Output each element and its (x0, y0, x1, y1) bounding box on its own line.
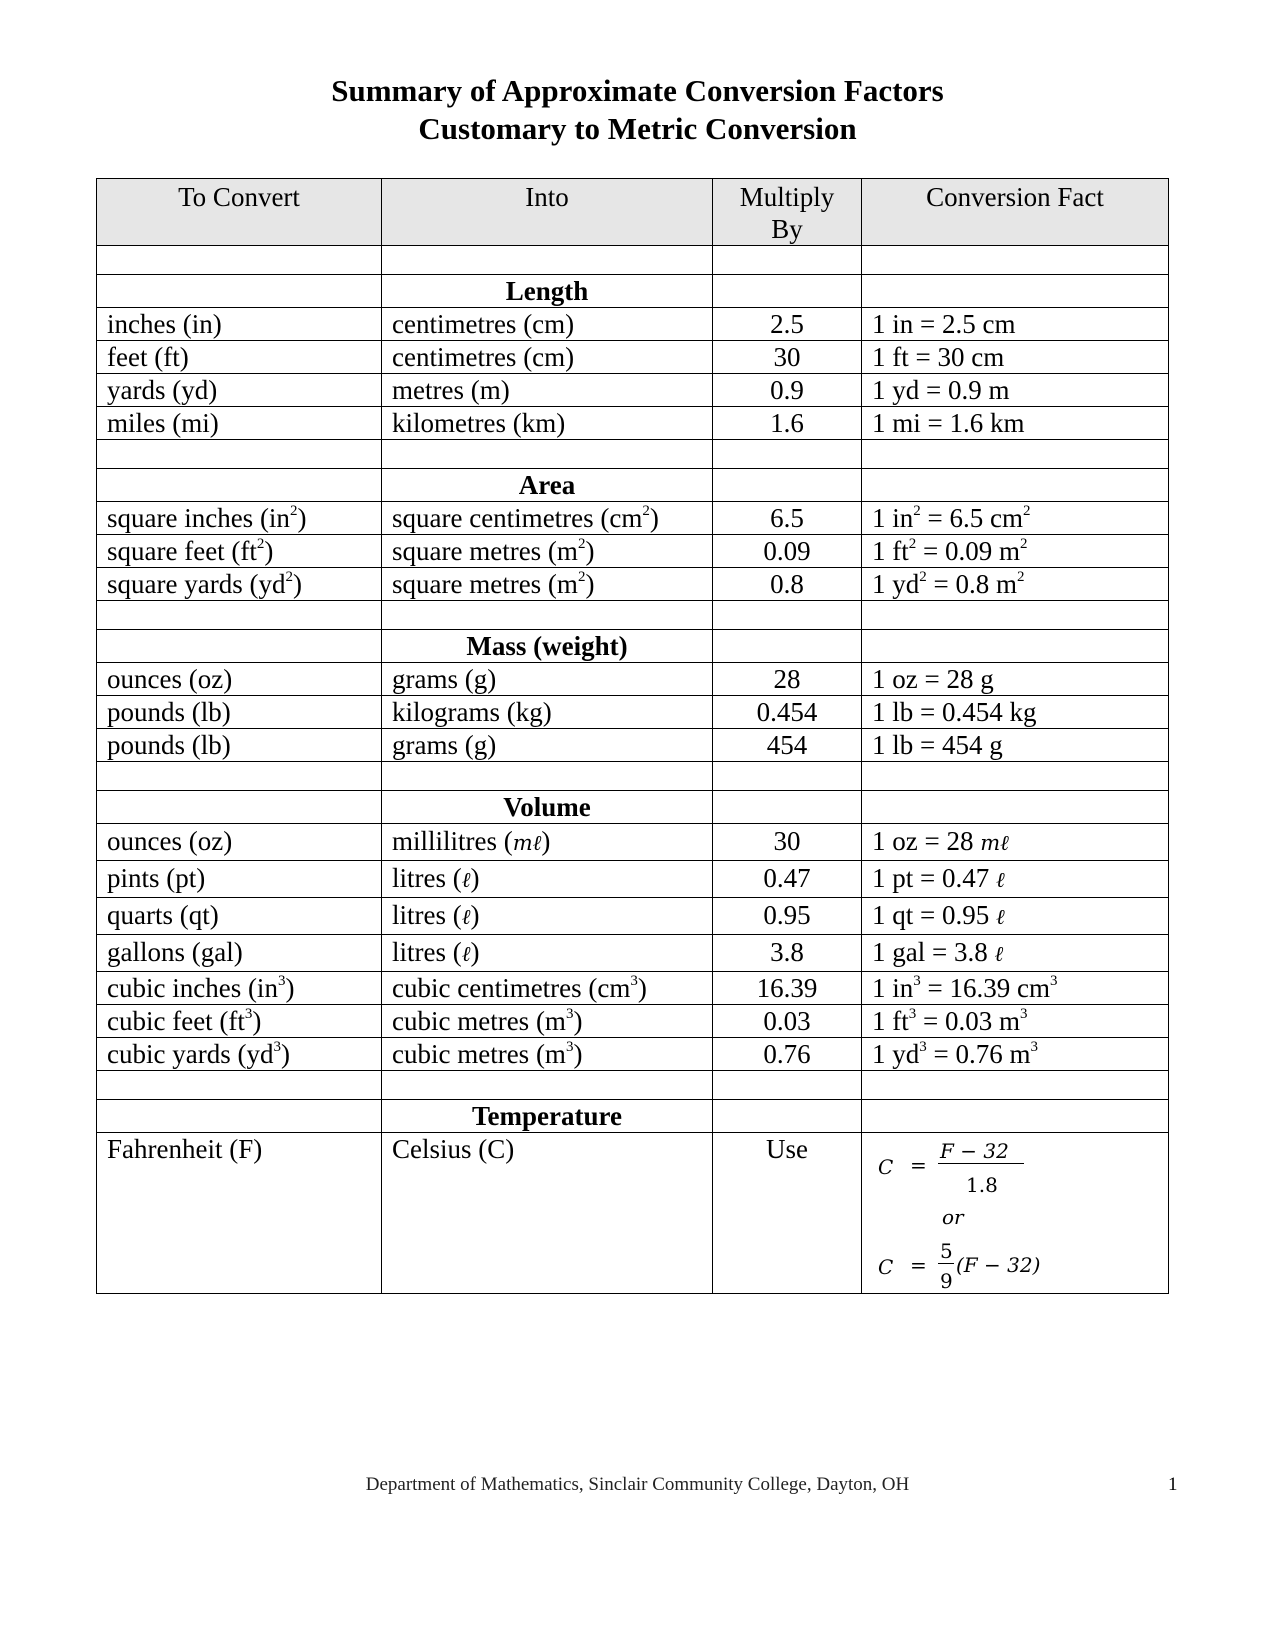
page-subtitle: Customary to Metric Conversion (418, 111, 857, 146)
conversion-table (96, 178, 1169, 1294)
cell-into: centimetres (cm) (382, 308, 713, 341)
cell-fact: 1 $yd^3 = 0.76$ $m^3$ (862, 1038, 1169, 1071)
section-row-length (97, 275, 1169, 308)
cell-factor: 0.47 (713, 861, 862, 898)
cell-fact: 1 ft = 30 cm (862, 341, 1169, 374)
blank-row (97, 762, 1169, 791)
cell-factor: 3.8 (713, 935, 862, 972)
cell-factor: 454 (713, 729, 862, 762)
section-row-volume (97, 791, 1169, 824)
cell-fact: 1 $ft^3 = 0.03$ $m^3$ (862, 1005, 1169, 1038)
table-row (97, 663, 1169, 696)
formula-eq: = (910, 1153, 927, 1177)
table-row (97, 824, 1169, 861)
cell-factor: Use (713, 1133, 862, 1294)
formula-c: C (878, 1155, 894, 1179)
formula-denominator: 1.8 (966, 1173, 998, 1197)
header-multiply-by: Multiply By (713, 179, 862, 246)
table-row-temperature (97, 1133, 1169, 1294)
cell-fact: 1 lb = 454 g (862, 729, 1169, 762)
formula-paren-expr: (F − 32) (956, 1253, 1041, 1277)
header-to-convert: To Convert (97, 179, 382, 246)
cell-fact: 1 $ft^2 = 0.09$ $m^2$ (862, 535, 1169, 568)
cell-fact: 1 gal = 3.8 ℓ (862, 935, 1169, 972)
table-row (97, 308, 1169, 341)
page-number: 1 (1168, 1474, 1178, 1495)
cell-into: litres (ℓ) (382, 861, 713, 898)
section-title-volume: Volume (382, 791, 713, 824)
cell-from: gallons (gal) (97, 935, 382, 972)
cell-fact: 1 qt = 0.95 ℓ (862, 898, 1169, 935)
section-title-length: Length (382, 275, 713, 308)
cell-factor: 30 (713, 824, 862, 861)
table-row (97, 535, 1169, 568)
cell-fact: 1 yd = 0.9 m (862, 374, 1169, 407)
cell-into: square metres $(m^2)$ (382, 535, 713, 568)
cell-from: pounds (lb) (97, 729, 382, 762)
cell-into: millilitres (mℓ) (382, 824, 713, 861)
cell-fact: 1 pt = 0.47 ℓ (862, 861, 1169, 898)
table-row (97, 696, 1169, 729)
celsius-formula (862, 1133, 1168, 1293)
table-row (97, 935, 1169, 972)
cell-from: miles (mi) (97, 407, 382, 440)
table-row (97, 729, 1169, 762)
fraction-bar (938, 1163, 1024, 1164)
cell-formula (862, 1133, 1169, 1294)
cell-factor: 0.03 (713, 1005, 862, 1038)
cell-from: pounds (lb) (97, 696, 382, 729)
title-block (0, 72, 1275, 148)
cell-into: cubic metres $(m^3)$ (382, 1038, 713, 1071)
cell-factor: 30 (713, 341, 862, 374)
cell-fact: 1 oz = 28 mℓ (862, 824, 1169, 861)
section-row-area (97, 469, 1169, 502)
formula-eq2: = (910, 1253, 927, 1277)
cell-from: cubic yards $(yd^3)$ (97, 1038, 382, 1071)
table-row (97, 898, 1169, 935)
table-row (97, 407, 1169, 440)
cell-from: ounces (oz) (97, 824, 382, 861)
cell-factor: 0.09 (713, 535, 862, 568)
table-row (97, 374, 1169, 407)
formula-or: or (942, 1205, 964, 1229)
section-title-temperature: Temperature (382, 1100, 713, 1133)
cell-from: Fahrenheit (F) (97, 1133, 382, 1294)
table-row (97, 341, 1169, 374)
section-title-mass: Mass (weight) (382, 630, 713, 663)
page-title: Summary of Approximate Conversion Factors (331, 73, 944, 108)
cell-factor: 0.95 (713, 898, 862, 935)
cell-from: feet (ft) (97, 341, 382, 374)
cell-fact: 1 $in^2 = 6.5$ $cm^2$ (862, 502, 1169, 535)
table-row (97, 861, 1169, 898)
formula-frac-den: 9 (940, 1269, 953, 1293)
header-conversion-fact: Conversion Fact (862, 179, 1169, 246)
formula-c2: C (878, 1255, 894, 1279)
cell-factor: 28 (713, 663, 862, 696)
cell-from: square yards $(yd^2)$ (97, 568, 382, 601)
table-row (97, 972, 1169, 1005)
cell-into: Celsius (C) (382, 1133, 713, 1294)
cell-factor: 16.39 (713, 972, 862, 1005)
cell-into: kilograms (kg) (382, 696, 713, 729)
cell-from: square feet $(ft^2)$ (97, 535, 382, 568)
cell-fact: 1 oz = 28 g (862, 663, 1169, 696)
cell-from: square inches $(in^2)$ (97, 502, 382, 535)
cell-factor: 0.9 (713, 374, 862, 407)
section-row-mass (97, 630, 1169, 663)
blank-row (97, 1071, 1169, 1100)
table-row (97, 568, 1169, 601)
cell-from: ounces (oz) (97, 663, 382, 696)
table-row (97, 1005, 1169, 1038)
cell-into: grams (g) (382, 729, 713, 762)
table-header-row (97, 179, 1169, 246)
fraction-bar-2 (938, 1263, 954, 1264)
cell-into: centimetres (cm) (382, 341, 713, 374)
section-title-area: Area (382, 469, 713, 502)
cell-from: yards (yd) (97, 374, 382, 407)
cell-factor: 0.76 (713, 1038, 862, 1071)
cell-fact: 1 mi = 1.6 km (862, 407, 1169, 440)
cell-from: inches (in) (97, 308, 382, 341)
cell-into: litres (ℓ) (382, 935, 713, 972)
section-row-temperature (97, 1100, 1169, 1133)
header-into: Into (382, 179, 713, 246)
cell-factor: 6.5 (713, 502, 862, 535)
cell-into: square metres $(m^2)$ (382, 568, 713, 601)
cell-factor: 1.6 (713, 407, 862, 440)
formula-frac-num: 5 (940, 1239, 953, 1263)
cell-factor: 2.5 (713, 308, 862, 341)
cell-into: grams (g) (382, 663, 713, 696)
blank-row (97, 246, 1169, 275)
cell-from: quarts (qt) (97, 898, 382, 935)
cell-from: cubic inches $(in^3)$ (97, 972, 382, 1005)
cell-from: cubic feet $(ft^3)$ (97, 1005, 382, 1038)
table-row (97, 502, 1169, 535)
cell-fact: 1 $in^3 = 16.39$ $cm^3$ (862, 972, 1169, 1005)
cell-fact: 1 lb = 0.454 kg (862, 696, 1169, 729)
cell-fact: 1 in = 2.5 cm (862, 308, 1169, 341)
cell-from: pints (pt) (97, 861, 382, 898)
formula-numerator: F − 32 (940, 1139, 1009, 1163)
cell-into: square centimetres $(cm^2)$ (382, 502, 713, 535)
cell-fact: 1 $yd^2 = 0.8$ $m^2$ (862, 568, 1169, 601)
blank-row (97, 601, 1169, 630)
cell-into: cubic metres $(m^3)$ (382, 1005, 713, 1038)
footer: Department of Mathematics, Sinclair Community College, Dayton, OH (365, 1474, 910, 1495)
cell-factor: 0.8 (713, 568, 862, 601)
cell-into: metres (m) (382, 374, 713, 407)
table-row (97, 1038, 1169, 1071)
cell-into: cubic centimetres $(cm^3)$ (382, 972, 713, 1005)
cell-into: litres (ℓ) (382, 898, 713, 935)
cell-factor: 0.454 (713, 696, 862, 729)
blank-row (97, 440, 1169, 469)
cell-into: kilometres (km) (382, 407, 713, 440)
